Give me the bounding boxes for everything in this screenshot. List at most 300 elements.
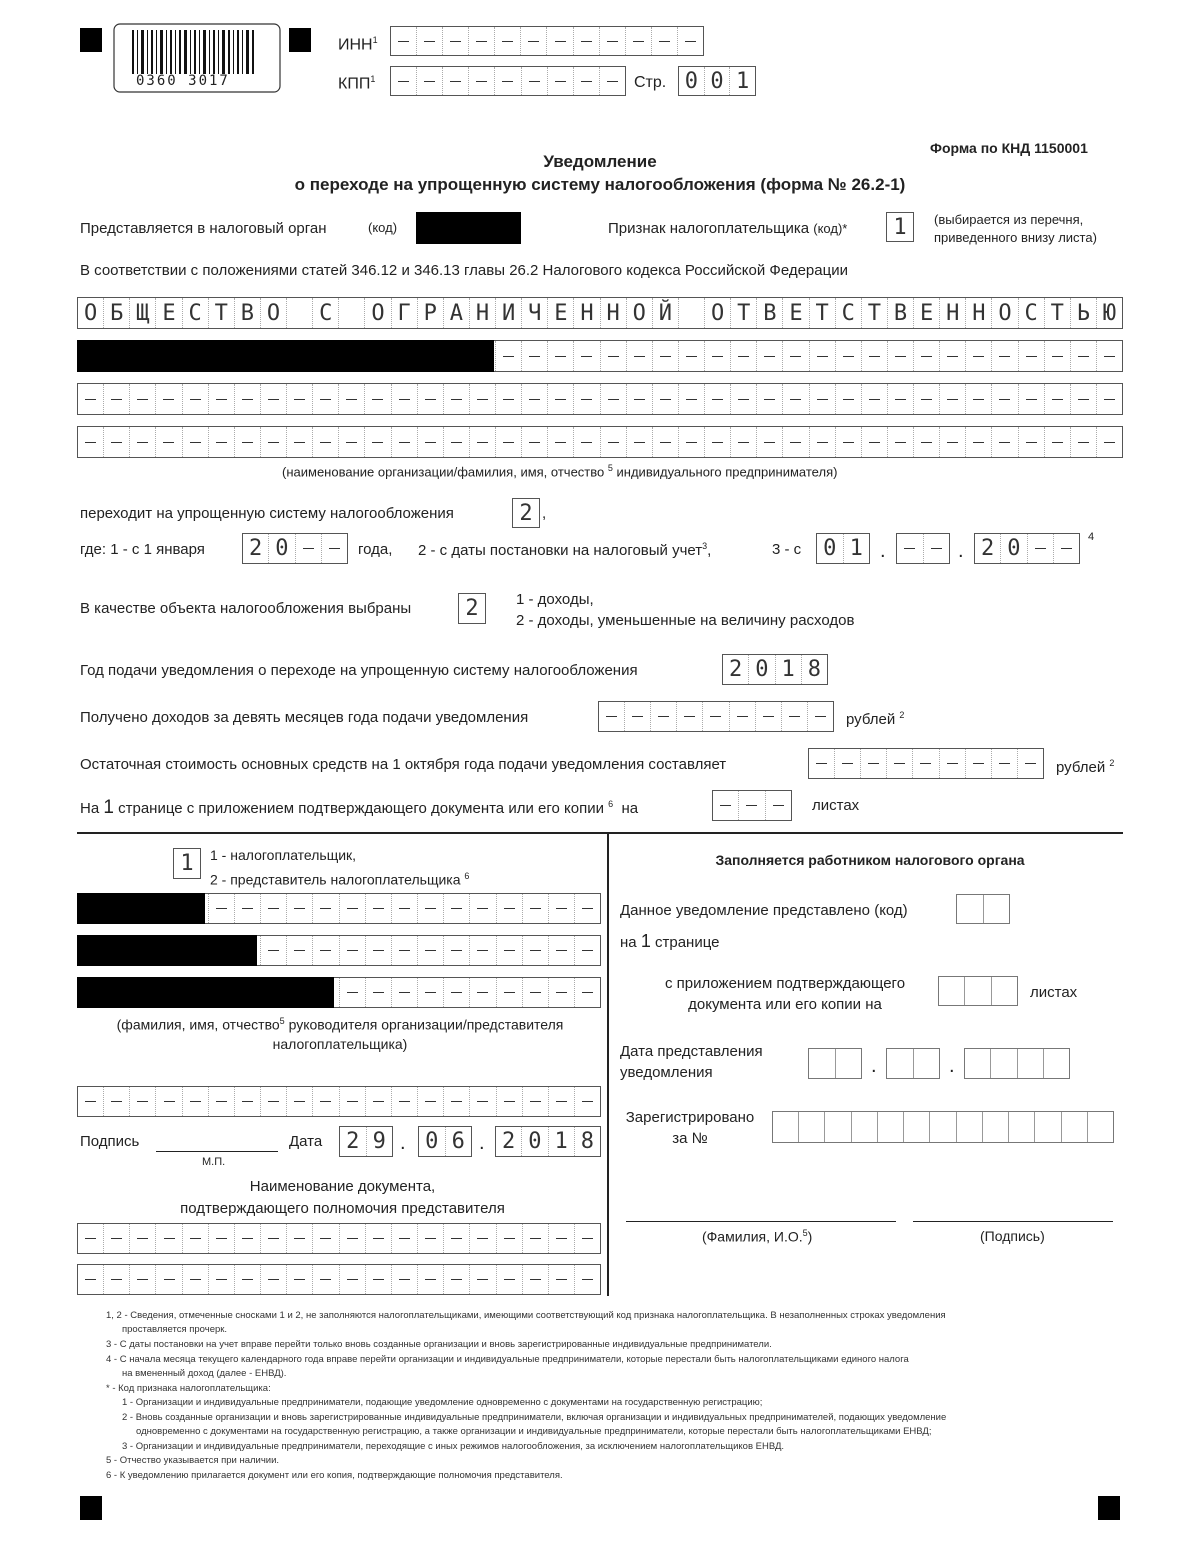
char-cell bbox=[730, 702, 756, 731]
assets-label: Остаточная стоимость основных средств на 1 октября года подачи уведомления составляет bbox=[80, 756, 727, 773]
transition-full-year-cells[interactable] bbox=[974, 533, 1080, 564]
char-cell bbox=[836, 427, 862, 457]
char-cell bbox=[575, 936, 600, 965]
char-cell: Т bbox=[862, 298, 888, 328]
transition-where-label: где: 1 - с 1 января bbox=[80, 541, 205, 558]
char-cell bbox=[940, 749, 966, 778]
char-cell bbox=[209, 894, 235, 923]
char-cell bbox=[913, 749, 939, 778]
char-cell bbox=[235, 1087, 261, 1116]
char-cell bbox=[444, 427, 470, 457]
char-cell bbox=[523, 894, 549, 923]
year-filed-cells[interactable] bbox=[722, 654, 828, 685]
char-cell bbox=[757, 341, 783, 371]
char-cell bbox=[679, 384, 705, 414]
tax-office-date-day[interactable] bbox=[808, 1048, 862, 1079]
char-cell: С bbox=[836, 298, 862, 328]
redacted-patronymic bbox=[77, 977, 334, 1008]
char-cell bbox=[322, 534, 347, 563]
char-cell bbox=[366, 978, 392, 1007]
char-cell bbox=[261, 1265, 287, 1294]
transition-option3: 3 - с bbox=[772, 541, 802, 558]
char-cell bbox=[313, 936, 339, 965]
char-cell bbox=[340, 978, 366, 1007]
char-cell bbox=[897, 534, 924, 563]
char-cell: Т bbox=[810, 298, 836, 328]
corner-marker bbox=[1098, 1496, 1120, 1520]
char-cell bbox=[156, 384, 182, 414]
char-cell bbox=[470, 1087, 496, 1116]
char-cell bbox=[418, 427, 444, 457]
char-cell bbox=[444, 1087, 470, 1116]
redacted-authority-code bbox=[416, 212, 521, 244]
corner-marker bbox=[80, 28, 102, 52]
tax-office-date-month[interactable] bbox=[886, 1048, 940, 1079]
char-cell: Е bbox=[914, 298, 940, 328]
char-cell bbox=[209, 1265, 235, 1294]
char-cell bbox=[392, 978, 418, 1007]
char-cell bbox=[287, 298, 313, 328]
char-cell bbox=[365, 427, 391, 457]
char-cell bbox=[1071, 427, 1097, 457]
char-cell bbox=[810, 341, 836, 371]
char-cell: 0 bbox=[679, 67, 705, 95]
signer-date-year[interactable] bbox=[495, 1126, 601, 1157]
char-cell bbox=[888, 427, 914, 457]
char-cell bbox=[548, 384, 574, 414]
char-cell bbox=[365, 384, 391, 414]
taxpayer-sign-label: Признак налогоплательщика (код)* bbox=[608, 220, 848, 237]
char-cell: 1 bbox=[849, 536, 863, 561]
char-cell: Ч bbox=[522, 298, 548, 328]
char-cell bbox=[366, 894, 392, 923]
char-cell bbox=[287, 427, 313, 457]
char-cell: Й bbox=[653, 298, 679, 328]
tax-office-pages: на 1 странице bbox=[620, 931, 720, 951]
char-cell: 0 bbox=[817, 534, 844, 563]
char-cell: И bbox=[496, 298, 522, 328]
tax-office-fio-label: (Фамилия, И.О.$^5$) bbox=[702, 1228, 813, 1245]
char-cell bbox=[1097, 341, 1122, 371]
income-label: Получено доходов за девять месяцев года подачи уведомления bbox=[80, 709, 529, 726]
tax-office-reg-number[interactable] bbox=[772, 1111, 1114, 1143]
char-cell bbox=[313, 384, 339, 414]
char-cell: 2 bbox=[975, 534, 1001, 563]
char-cell bbox=[924, 534, 950, 563]
char-cell bbox=[651, 702, 677, 731]
char-cell bbox=[444, 978, 470, 1007]
authority-label: Представляется в налоговый орган bbox=[80, 220, 327, 237]
transition-month-cells[interactable] bbox=[896, 533, 950, 564]
income-cells[interactable] bbox=[598, 701, 834, 732]
char-cell: 0 bbox=[1001, 534, 1027, 563]
transition-year-cells[interactable] bbox=[242, 533, 348, 564]
char-cell bbox=[1028, 534, 1054, 563]
char-cell bbox=[757, 384, 783, 414]
char-cell: В bbox=[235, 298, 261, 328]
char-cell bbox=[1045, 384, 1071, 414]
char-cell bbox=[444, 936, 470, 965]
form-code: Форма по КНД 1150001 bbox=[930, 140, 1088, 156]
page-title: Уведомление о переходе на упрощенную систему налогообложения (форма № 26.2-1) bbox=[294, 152, 906, 194]
footnote: 4 - С начала месяца текущего календарного года вправе перейти организации и индивидуальные предприниматели, которые перестали быть налогоплательщиками единого налога bbox=[106, 1354, 909, 1365]
assets-unit: рублей $^2$ bbox=[1056, 758, 1115, 776]
char-cell: В bbox=[757, 298, 783, 328]
char-cell bbox=[392, 427, 418, 457]
char-cell bbox=[601, 341, 627, 371]
char-cell bbox=[810, 384, 836, 414]
char-cell bbox=[235, 1265, 261, 1294]
char-cell bbox=[549, 978, 575, 1007]
char-cell bbox=[339, 384, 365, 414]
char-cell bbox=[78, 1087, 104, 1116]
kpp-label: КПП$^1$ bbox=[338, 74, 376, 93]
char-cell: 0 bbox=[522, 1127, 548, 1156]
char-cell bbox=[836, 384, 862, 414]
char-cell bbox=[392, 384, 418, 414]
char-cell: А bbox=[444, 298, 470, 328]
char-cell bbox=[574, 427, 600, 457]
char-cell bbox=[183, 1224, 209, 1253]
char-cell bbox=[104, 1224, 130, 1253]
char-cell bbox=[1045, 427, 1071, 457]
transition-year-suffix: года, bbox=[358, 541, 393, 558]
char-cell bbox=[470, 936, 496, 965]
signer-date-month[interactable] bbox=[418, 1126, 472, 1157]
char-cell bbox=[313, 1265, 339, 1294]
org-name-row[interactable] bbox=[77, 297, 1123, 329]
tax-office-attach-box[interactable] bbox=[938, 976, 1018, 1006]
char-cell bbox=[523, 1087, 549, 1116]
char-cell: Т bbox=[731, 298, 757, 328]
char-cell bbox=[418, 384, 444, 414]
redacted-first-name bbox=[77, 935, 257, 966]
footnote: 1, 2 - Сведения, отмеченные сносками 1 и 2, не заполняются налогоплательщиками, имеющими соответствующий код признака налогоплательщика. В незаполненных строках уведомления bbox=[106, 1310, 946, 1321]
char-cell: Н bbox=[574, 298, 600, 328]
char-cell bbox=[209, 1087, 235, 1116]
char-cell bbox=[340, 936, 366, 965]
char-cell: 1 bbox=[736, 68, 750, 94]
char-cell: Е bbox=[156, 298, 182, 328]
redacted-org-name bbox=[77, 340, 494, 372]
signer-date-day[interactable] bbox=[339, 1126, 393, 1157]
char-cell bbox=[862, 427, 888, 457]
char-cell bbox=[549, 1087, 575, 1116]
char-cell bbox=[523, 978, 549, 1007]
transition-option2: 2 - с даты постановки на налоговый учет$^3$, bbox=[418, 541, 712, 559]
char-cell bbox=[497, 1224, 523, 1253]
char-cell bbox=[392, 1265, 418, 1294]
char-cell bbox=[366, 1265, 392, 1294]
char-cell: Т bbox=[1045, 298, 1071, 328]
char-cell bbox=[992, 749, 1018, 778]
inn-cells[interactable] bbox=[390, 26, 704, 56]
transition-value-cell[interactable]: 2 bbox=[512, 498, 540, 528]
signature-label: Подпись bbox=[80, 1133, 140, 1150]
char-cell: 1 bbox=[549, 1127, 575, 1156]
char-cell: О bbox=[627, 298, 653, 328]
char-cell bbox=[235, 427, 261, 457]
char-cell bbox=[418, 894, 444, 923]
fio-line bbox=[626, 1221, 896, 1222]
char-cell bbox=[78, 427, 104, 457]
char-cell: 8 bbox=[580, 1129, 594, 1154]
char-cell bbox=[522, 384, 548, 414]
char-cell bbox=[713, 791, 739, 820]
char-cell: Щ bbox=[130, 298, 156, 328]
tax-office-reg-label: Зарегистрировано за № bbox=[625, 1109, 755, 1147]
char-cell bbox=[992, 341, 1018, 371]
char-cell bbox=[130, 384, 156, 414]
char-cell bbox=[625, 702, 651, 731]
char-cell: Н bbox=[966, 298, 992, 328]
pages-suffix: листах bbox=[812, 797, 860, 814]
char-cell bbox=[235, 1224, 261, 1253]
char-cell bbox=[156, 1224, 182, 1253]
char-cell bbox=[1018, 749, 1043, 778]
char-cell bbox=[523, 936, 549, 965]
char-cell bbox=[287, 936, 313, 965]
transition-day-cells[interactable] bbox=[816, 533, 870, 564]
char-cell bbox=[156, 427, 182, 457]
char-cell bbox=[549, 1265, 575, 1294]
char-cell bbox=[104, 1087, 130, 1116]
transition-footnote-sup: 4 bbox=[1088, 531, 1095, 543]
taxpayer-sign-note: (выбирается из перечня, приведенного внизу листа) bbox=[934, 212, 1097, 245]
char-cell bbox=[1019, 384, 1045, 414]
char-cell bbox=[340, 894, 366, 923]
tax-office-code-box[interactable] bbox=[956, 894, 1010, 924]
char-cell bbox=[209, 427, 235, 457]
signer-extra-row[interactable] bbox=[77, 1086, 601, 1117]
char-cell bbox=[366, 1087, 392, 1116]
org-name-row[interactable] bbox=[77, 383, 1123, 415]
signer-options: 1 - налогоплательщик, 2 - представитель налогоплательщика $^6$ bbox=[210, 847, 470, 888]
char-cell bbox=[940, 341, 966, 371]
char-cell: Р bbox=[418, 298, 444, 328]
corner-marker bbox=[289, 28, 311, 52]
footnote: * - Код признака налогоплательщика: bbox=[106, 1383, 271, 1394]
org-name-row[interactable] bbox=[77, 426, 1123, 458]
char-cell bbox=[340, 1087, 366, 1116]
char-cell: 0 bbox=[419, 1127, 446, 1156]
char-cell bbox=[862, 384, 888, 414]
char-cell bbox=[418, 1224, 444, 1253]
char-cell bbox=[183, 1265, 209, 1294]
corner-marker bbox=[80, 1496, 102, 1520]
char-cell bbox=[313, 1224, 339, 1253]
char-cell bbox=[549, 894, 575, 923]
char-cell bbox=[497, 894, 523, 923]
char-cell bbox=[130, 1265, 156, 1294]
char-cell: О bbox=[261, 298, 287, 328]
char-cell bbox=[366, 1224, 392, 1253]
char-cell bbox=[705, 427, 731, 457]
char-cell bbox=[235, 894, 261, 923]
char-cell bbox=[497, 978, 523, 1007]
tax-office-date-label: Дата представления уведомления bbox=[620, 1043, 763, 1081]
char-cell bbox=[470, 384, 496, 414]
char-cell bbox=[261, 936, 287, 965]
transition-comma: , bbox=[542, 505, 547, 522]
char-cell bbox=[808, 702, 833, 731]
footnote: 3 - Организации и индивидуальные предприниматели, переходящие с иных режимов налогообложения, за исключением налогоплательщиков ЕНВД. bbox=[122, 1441, 785, 1452]
char-cell bbox=[574, 384, 600, 414]
document-name-row[interactable] bbox=[77, 1264, 601, 1295]
char-cell bbox=[1071, 384, 1097, 414]
income-unit: рублей $^2$ bbox=[846, 710, 905, 728]
object-options: 1 - доходы, 2 - доходы, уменьшенные на величину расходов bbox=[516, 591, 855, 629]
date-dot: . bbox=[400, 1132, 406, 1154]
document-name-row[interactable] bbox=[77, 1223, 601, 1254]
char-cell bbox=[703, 702, 729, 731]
char-cell: Е bbox=[783, 298, 809, 328]
document-title: Наименование документа, подтверждающего полномочия представителя bbox=[180, 1178, 505, 1217]
char-cell bbox=[705, 384, 731, 414]
assets-cells[interactable] bbox=[808, 748, 1044, 779]
char-cell bbox=[627, 384, 653, 414]
kpp-cells[interactable] bbox=[390, 66, 626, 96]
char-cell bbox=[261, 1087, 287, 1116]
date-dot: . bbox=[479, 1132, 485, 1154]
char-cell bbox=[887, 749, 913, 778]
char-cell: Т bbox=[209, 298, 235, 328]
char-cell bbox=[287, 894, 313, 923]
char-cell: 2 bbox=[243, 534, 269, 563]
char-cell bbox=[418, 1265, 444, 1294]
char-cell bbox=[992, 427, 1018, 457]
year-filed-label: Год подачи уведомления о переходе на упрощенную систему налогообложения bbox=[80, 662, 638, 679]
transition-label: переходит на упрощенную систему налогообложения bbox=[80, 505, 454, 522]
org-name-caption: (наименование организации/фамилия, имя, отчество $^5$ индивидуального предпринимателя) bbox=[282, 463, 838, 480]
char-cell: 0 bbox=[705, 67, 731, 95]
footnote: на вмененный доход (далее - ЕНВД). bbox=[122, 1368, 287, 1379]
char-cell: О bbox=[365, 298, 391, 328]
char-cell bbox=[601, 427, 627, 457]
char-cell bbox=[339, 298, 365, 328]
char-cell bbox=[940, 427, 966, 457]
char-cell: 6 bbox=[451, 1129, 465, 1154]
char-cell bbox=[575, 1265, 600, 1294]
section-divider bbox=[77, 832, 1123, 834]
char-cell bbox=[601, 384, 627, 414]
char-cell bbox=[522, 427, 548, 457]
barcode bbox=[112, 22, 282, 92]
char-cell bbox=[287, 1087, 313, 1116]
footnote: 1 - Организации и индивидуальные предприниматели, подающие уведомление одновременно с документами на государственную регистрацию; bbox=[122, 1397, 763, 1408]
char-cell: С bbox=[1019, 298, 1045, 328]
char-cell bbox=[470, 427, 496, 457]
redacted-surname bbox=[77, 893, 205, 924]
char-cell: Ю bbox=[1102, 300, 1117, 326]
char-cell bbox=[1097, 384, 1122, 414]
char-cell bbox=[575, 894, 600, 923]
signature-line-office bbox=[913, 1221, 1113, 1222]
char-cell bbox=[470, 978, 496, 1007]
date-dot: . bbox=[871, 1055, 877, 1077]
char-cell bbox=[287, 1265, 313, 1294]
char-cell bbox=[78, 1265, 104, 1294]
char-cell: 0 bbox=[269, 534, 295, 563]
object-label: В качестве объекта налогообложения выбраны bbox=[80, 600, 412, 617]
char-cell bbox=[522, 341, 548, 371]
char-cell bbox=[261, 894, 287, 923]
pages-cells[interactable] bbox=[712, 790, 792, 821]
char-cell: О bbox=[705, 298, 731, 328]
pages-label: На 1 странице с приложением подтверждающего документа или его копии $^6$ на bbox=[80, 797, 639, 818]
char-cell bbox=[130, 1087, 156, 1116]
law-text: В соответствии с положениями статей 346.12 и 346.13 главы 26.2 Налогового кодекса Российской Федерации bbox=[80, 262, 848, 279]
char-cell bbox=[392, 894, 418, 923]
char-cell bbox=[574, 341, 600, 371]
char-cell: Ь bbox=[1071, 298, 1097, 328]
footnote: одновременно с документами на государственную регистрацию, а также организации и индивидуальные предприниматели, которые перестали быть налогоплательщиками ЕНВД; bbox=[136, 1426, 932, 1437]
char-cell: Е bbox=[548, 298, 574, 328]
char-cell bbox=[836, 341, 862, 371]
char-cell bbox=[705, 341, 731, 371]
char-cell bbox=[496, 341, 522, 371]
char-cell bbox=[496, 427, 522, 457]
char-cell bbox=[1097, 427, 1122, 457]
char-cell bbox=[599, 702, 625, 731]
char-cell bbox=[418, 978, 444, 1007]
char-cell bbox=[78, 1224, 104, 1253]
char-cell bbox=[392, 936, 418, 965]
char-cell bbox=[261, 384, 287, 414]
column-divider bbox=[607, 834, 609, 1296]
char-cell: 8 bbox=[807, 657, 821, 682]
char-cell bbox=[339, 427, 365, 457]
char-cell bbox=[575, 978, 600, 1007]
char-cell bbox=[444, 894, 470, 923]
char-cell bbox=[627, 341, 653, 371]
char-cell bbox=[861, 749, 887, 778]
tax-office-date-year[interactable] bbox=[964, 1048, 1070, 1079]
char-cell bbox=[418, 1087, 444, 1116]
page-number-cells[interactable] bbox=[678, 66, 756, 96]
char-cell: 2 bbox=[340, 1127, 367, 1156]
inn-label: ИНН$^1$ bbox=[338, 35, 378, 54]
char-cell bbox=[914, 341, 940, 371]
char-cell bbox=[679, 427, 705, 457]
char-cell bbox=[739, 791, 765, 820]
taxpayer-sign-cell[interactable]: 1 bbox=[886, 212, 914, 242]
char-cell bbox=[810, 427, 836, 457]
footnote: 6 - К уведомлению прилагается документ или его копия, подтверждающие полномочия представителя. bbox=[106, 1470, 563, 1481]
footnote: 2 - Вновь созданные организации и вновь зарегистрированные индивидуальные предприниматели, включая организации и индивидуальных предпринимателей, подающих уведомление bbox=[122, 1412, 947, 1423]
char-cell bbox=[835, 749, 861, 778]
char-cell bbox=[340, 1265, 366, 1294]
char-cell bbox=[444, 1265, 470, 1294]
signature-line[interactable] bbox=[156, 1151, 278, 1152]
char-cell bbox=[156, 1265, 182, 1294]
char-cell bbox=[444, 384, 470, 414]
char-cell bbox=[966, 384, 992, 414]
footnote: 5 - Отчество указывается при наличии. bbox=[106, 1455, 280, 1466]
char-cell bbox=[914, 384, 940, 414]
char-cell bbox=[679, 298, 705, 328]
object-value-cell[interactable]: 2 bbox=[458, 593, 486, 624]
signer-value-cell[interactable]: 1 bbox=[173, 848, 201, 879]
tax-office-sign-label: (Подпись) bbox=[980, 1228, 1045, 1244]
char-cell bbox=[888, 384, 914, 414]
char-cell bbox=[296, 534, 322, 563]
char-cell bbox=[366, 936, 392, 965]
char-cell bbox=[653, 427, 679, 457]
char-cell: 0 bbox=[749, 655, 775, 684]
char-cell bbox=[757, 427, 783, 457]
char-cell bbox=[731, 427, 757, 457]
